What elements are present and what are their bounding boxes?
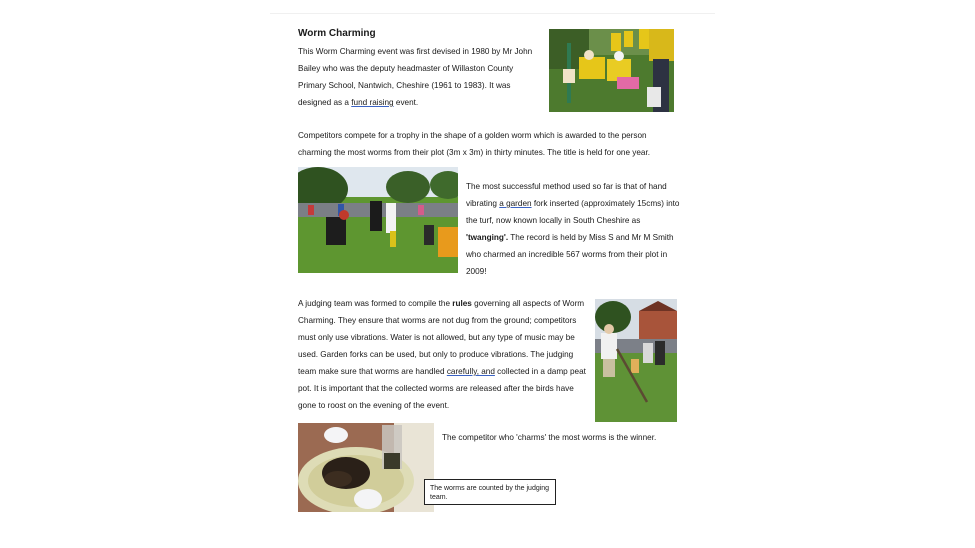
judging-team-paragraph: A judging team was formed to compile the rules governing all aspects of Worm Charming. They ensure that worms are not dug from the ground; competitors must only use vibrations. Water is not allowed, but any type of music may be used. Garden forks can be used, but only to produce vibrations. The judging team make sure that worms are handled carefully, and collected in a damp peat pot. It is important that the collected worms are released after the birds have gone to roost on the evening of the event. — [298, 299, 586, 410]
document-title: Worm Charming — [298, 28, 376, 39]
winner-sentence: The competitor who 'charms' the most worms is the winner. — [442, 433, 657, 442]
photo-garden-fork — [595, 299, 677, 422]
competitors-paragraph: Competitors compete for a trophy in the shape of a golden worm which is awarded to the person charming the most worms from their plot (3m x 3m) in thirty minutes. The title is held for one year. — [298, 131, 651, 157]
photo-caption-box: The worms are counted by the judging team. — [424, 479, 556, 505]
fund-raising-link[interactable]: fund raising — [351, 98, 394, 107]
page-top-edge — [270, 13, 715, 14]
photo-counting-worms — [298, 423, 434, 512]
a-garden-link[interactable]: a garden — [499, 199, 532, 208]
method-paragraph: The most successful method used so far is that of hand vibrating a garden fork inserted (approximately 15cms) into the turf, now known locally in South Cheshire as 'twanging'. The record is held by Miss S and Mr M Smith who charmed an incredible 567 worms from their plot in 2009! — [466, 182, 680, 276]
photo-crowd-on-field — [298, 167, 458, 273]
carefully-and-link[interactable]: carefully, and — [446, 367, 495, 376]
photo-children-yellow-shirts — [549, 29, 674, 112]
intro-paragraph: This Worm Charming event was first devised in 1980 by Mr John Bailey who was the deputy headmaster of Willaston County Primary School, Nantwich, Cheshire (1961 to 1983). It was designed as a fund raising event. — [298, 47, 533, 107]
